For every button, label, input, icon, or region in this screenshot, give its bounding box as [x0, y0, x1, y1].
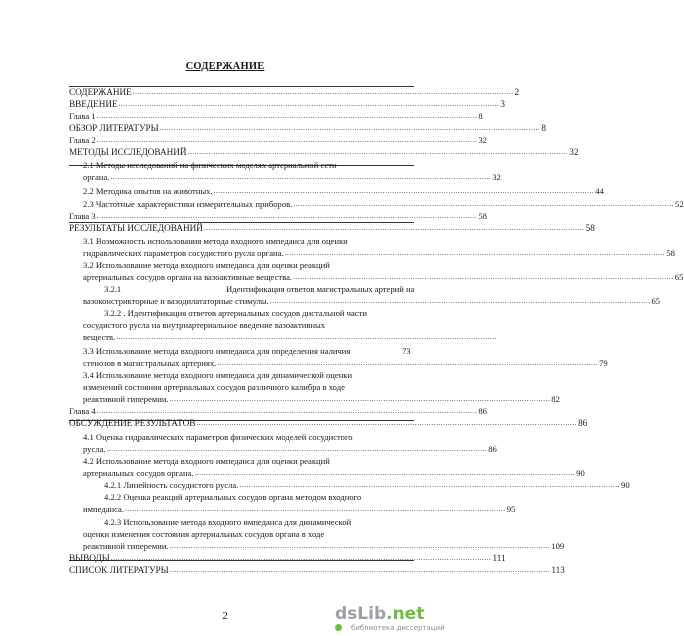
- toc-page-number: 52: [675, 199, 684, 209]
- toc-entry-spisok[interactable]: [69, 565, 565, 575]
- toc-entry-text: русла.: [83, 444, 106, 454]
- toc-entry-text: ВВЕДЕНИЕ: [69, 99, 118, 109]
- watermark-logo-suffix: .net: [386, 604, 425, 624]
- toc-page-number: 32: [569, 147, 579, 157]
- toc-entry-2-1-line1[interactable]: 2.1 Методы исследований на физических моделях артериальной сети: [83, 160, 337, 170]
- toc-page-number: 79: [599, 358, 608, 368]
- toc-entry-text: импеданса.: [83, 504, 125, 514]
- toc-entry-2-3[interactable]: [83, 199, 684, 209]
- toc-entry-text: веществ.: [83, 332, 116, 342]
- toc-page-number: 58: [585, 223, 595, 233]
- toc-leader: ..................................................................................................................................................................: [269, 297, 651, 305]
- toc-entry-4-2[interactable]: [83, 468, 585, 478]
- toc-entry-obsuzhdenie[interactable]: [69, 418, 588, 428]
- toc-entry-3-4[interactable]: [83, 394, 560, 404]
- toc-leader: ..................................................................................................................................................................: [284, 249, 666, 257]
- toc-leader: ..................................................................................................................................................................: [293, 200, 675, 208]
- toc-entry-text: Глава 3: [69, 211, 96, 221]
- watermark: [335, 604, 447, 634]
- toc-entry-text: гидравлических параметров сосудистого русла органа.: [83, 248, 284, 258]
- toc-entry-3-2-line1[interactable]: 3.2 Использование метода входного импеданса для оценки реакций: [83, 260, 330, 270]
- toc-entry-text: 2.2 Методика опытов на животных.: [83, 186, 213, 196]
- toc-entry-vyvody[interactable]: [69, 553, 506, 563]
- toc-leader: ..................................................................................................................................................................: [132, 88, 514, 96]
- toc-page-number: 113: [551, 565, 565, 575]
- toc-leader: ..................................................................................................................................................................: [116, 333, 497, 341]
- toc-leader: ..................................................................................................................................................................: [96, 112, 478, 120]
- toc-entry-text: вазоконстрикторные и вазодилататорные стимулы.: [83, 296, 269, 306]
- toc-entry-3-1[interactable]: [83, 248, 675, 258]
- watermark-logo: [335, 604, 424, 624]
- toc-page-number: 86: [578, 418, 588, 428]
- toc-leader: ..................................................................................................................................................................: [106, 445, 488, 453]
- toc-entry-4-1[interactable]: [83, 444, 497, 454]
- toc-entry-3-2-1-line1[interactable]: Идентификация ответов магистральных артерий на: [226, 284, 415, 294]
- toc-entry-text: РЕЗУЛЬТАТЫ ИССЛЕДОВАНИЙ: [69, 223, 203, 233]
- toc-entry-metody[interactable]: [69, 147, 579, 157]
- toc-entry-text: 4.2.1 Линейность сосудистого русла.: [104, 480, 239, 490]
- toc-entry-4-2-3-line1[interactable]: 4.2.3 Использование метода входного импеданса для динамической: [104, 517, 352, 527]
- toc-entry-4-2-2-line1[interactable]: 4.2.2 Оценка реакций артериальных сосудов органа методом входного: [104, 492, 362, 502]
- toc-page-number: 90: [576, 468, 585, 478]
- toc-entry-text: ОБСУЖДЕНИЕ РЕЗУЛЬТАТОВ: [69, 418, 196, 428]
- toc-entry-glava4[interactable]: [69, 406, 487, 416]
- watermark-dot-icon: [335, 624, 342, 631]
- toc-leader: ..................................................................................................................................................................: [110, 173, 492, 181]
- toc-page-number: 58: [666, 248, 675, 258]
- toc-entry-4-2-3-line2: оценки изменения состояния артериальных сосудов органа в ходе: [83, 529, 325, 539]
- toc-leader: ..................................................................................................................................................................: [194, 469, 576, 477]
- toc-page-number: 32: [492, 172, 501, 182]
- page-title: СОДЕРЖАНИЕ: [185, 61, 265, 72]
- toc-entry-3-2-2-line2: сосудистого русла на внутриартериальное введение вазоактивных: [83, 320, 326, 330]
- toc-page-number: 2: [514, 87, 520, 97]
- toc-entry-vvedenie[interactable]: [69, 99, 505, 109]
- toc-entry-4-2-3[interactable]: [83, 541, 565, 551]
- toc-entry-text: Глава 1: [69, 111, 96, 121]
- toc-leader: ..................................................................................................................................................................: [96, 212, 478, 220]
- toc-page-number: 3: [500, 99, 505, 109]
- toc-entry-3-2-2-line3: [83, 332, 497, 342]
- toc-page-number: 8: [478, 111, 483, 121]
- toc-entry-text: артериальных сосудов органа.: [83, 468, 194, 478]
- toc-page-number: 111: [492, 553, 506, 563]
- toc-page-number: 73: [402, 346, 411, 356]
- toc-entry-4-2-1[interactable]: [104, 480, 630, 490]
- toc-page-number: 82: [551, 394, 560, 404]
- toc-page-number: 65: [651, 296, 661, 306]
- toc-entry-3-2-1[interactable]: [83, 296, 661, 306]
- page-number: 2: [222, 610, 228, 622]
- toc-entry-soderzhanie[interactable]: [69, 87, 520, 97]
- toc-leader: ..................................................................................................................................................................: [213, 187, 595, 195]
- toc-entry-3-2[interactable]: [83, 272, 684, 282]
- watermark-subtitle: библиотека диссертаций: [351, 624, 445, 632]
- toc-entry-rezultaty[interactable]: [69, 223, 595, 233]
- toc-leader: ..................................................................................................................................................................: [239, 481, 621, 489]
- toc-entry-text: СОДЕРЖАНИЕ: [69, 87, 132, 97]
- toc-leader: ..................................................................................................................................................................: [118, 100, 500, 108]
- toc-leader: ..................................................................................................................................................................: [217, 359, 599, 367]
- toc-leader: ..................................................................................................................................................................: [96, 136, 478, 144]
- toc-entry-text: реактивной гиперемии.: [83, 394, 169, 404]
- toc-entry-3-3-line1[interactable]: 3.3 Использование метода входного импеданса для определения наличия: [83, 346, 351, 356]
- toc-entry-text: Глава 4: [69, 406, 96, 416]
- toc-page-number: 65: [674, 272, 684, 282]
- toc-leader: ..................................................................................................................................................................: [169, 395, 551, 403]
- toc-leader: ..................................................................................................................................................................: [187, 148, 569, 156]
- toc-entry-3-3[interactable]: [83, 358, 608, 368]
- toc-entry-text: органа.: [83, 172, 110, 182]
- toc-entry-text: артериальных сосудов органа на вазоактивные вещества.: [83, 272, 293, 282]
- toc-page-number: 58: [478, 211, 487, 221]
- toc-entry-text: СПИСОК ЛИТЕРАТУРЫ: [69, 565, 169, 575]
- toc-page-number: 109: [551, 541, 565, 551]
- toc-leader: ..................................................................................................................................................................: [96, 407, 478, 415]
- toc-entry-3-2-2-line1[interactable]: 3.2.2 . Идентификация ответов артериальных сосудов дистальной части: [104, 308, 367, 318]
- toc-leader: ..................................................................................................................................................................: [159, 124, 541, 132]
- toc-entry-text: 2.3 Частотные характеристики измерительных приборов.: [83, 199, 293, 209]
- toc-entry-2-1[interactable]: [83, 172, 501, 182]
- toc-leader: ..................................................................................................................................................................: [293, 273, 674, 281]
- toc-entry-glava1[interactable]: [69, 111, 483, 121]
- toc-entry-glava2[interactable]: [69, 135, 487, 145]
- toc-entry-4-2-2[interactable]: [83, 504, 516, 514]
- toc-entry-3-4-line1[interactable]: 3.4 Использование метода входного импеданса для динамической оценки: [83, 370, 353, 380]
- toc-page-number: 32: [478, 135, 487, 145]
- toc-page-number: 44: [595, 186, 604, 196]
- toc-leader: ..................................................................................................................................................................: [169, 542, 551, 550]
- toc-entry-text: МЕТОДЫ ИССЛЕДОВАНИЙ: [69, 147, 187, 157]
- toc-entry-text: ОБЗОР ЛИТЕРАТУРЫ: [69, 123, 159, 133]
- toc-entry-text: Глава 2: [69, 135, 96, 145]
- toc-entry-obzor[interactable]: [69, 123, 546, 133]
- toc-entry-4-1-line1[interactable]: 4.1 Оценка гидравлических параметров физических моделей сосудистого: [83, 432, 353, 442]
- toc-page-number: 86: [488, 444, 497, 454]
- toc-entry-3-1-line1[interactable]: 3.1 Возможность использования метода входного импеданса для оценки: [83, 236, 348, 246]
- toc-entry-text: ВЫВОДЫ: [69, 553, 110, 563]
- toc-entry-text: реактивной гиперемии.: [83, 541, 169, 551]
- watermark-logo-text: dsLib: [335, 604, 387, 624]
- toc-entry-3-4-line2: изменений состояния артериальных сосудов различного калибра в ходе: [83, 382, 345, 392]
- toc-entry-4-2-line1[interactable]: 4.2 Использование метода входного импеданса для оценки реакций: [83, 456, 330, 466]
- toc-leader: ..................................................................................................................................................................: [196, 419, 578, 427]
- toc-leader: ..................................................................................................................................................................: [110, 554, 492, 562]
- toc-page-number: 8: [541, 123, 546, 133]
- toc-page-number: 95: [506, 504, 516, 514]
- toc-leader: ..................................................................................................................................................................: [203, 224, 585, 232]
- toc-entry-3-2-1-num: 3.2.1: [104, 284, 122, 294]
- toc-leader: ..................................................................................................................................................................: [169, 566, 551, 574]
- toc-entry-glava3[interactable]: [69, 211, 487, 221]
- toc-page-number: 90: [621, 480, 630, 490]
- toc-page-number: 86: [478, 406, 487, 416]
- toc-leader: ..................................................................................................................................................................: [125, 505, 506, 513]
- toc-entry-2-2[interactable]: [83, 186, 604, 196]
- toc-entry-text: стенозов в магистральных артериях.: [83, 358, 217, 368]
